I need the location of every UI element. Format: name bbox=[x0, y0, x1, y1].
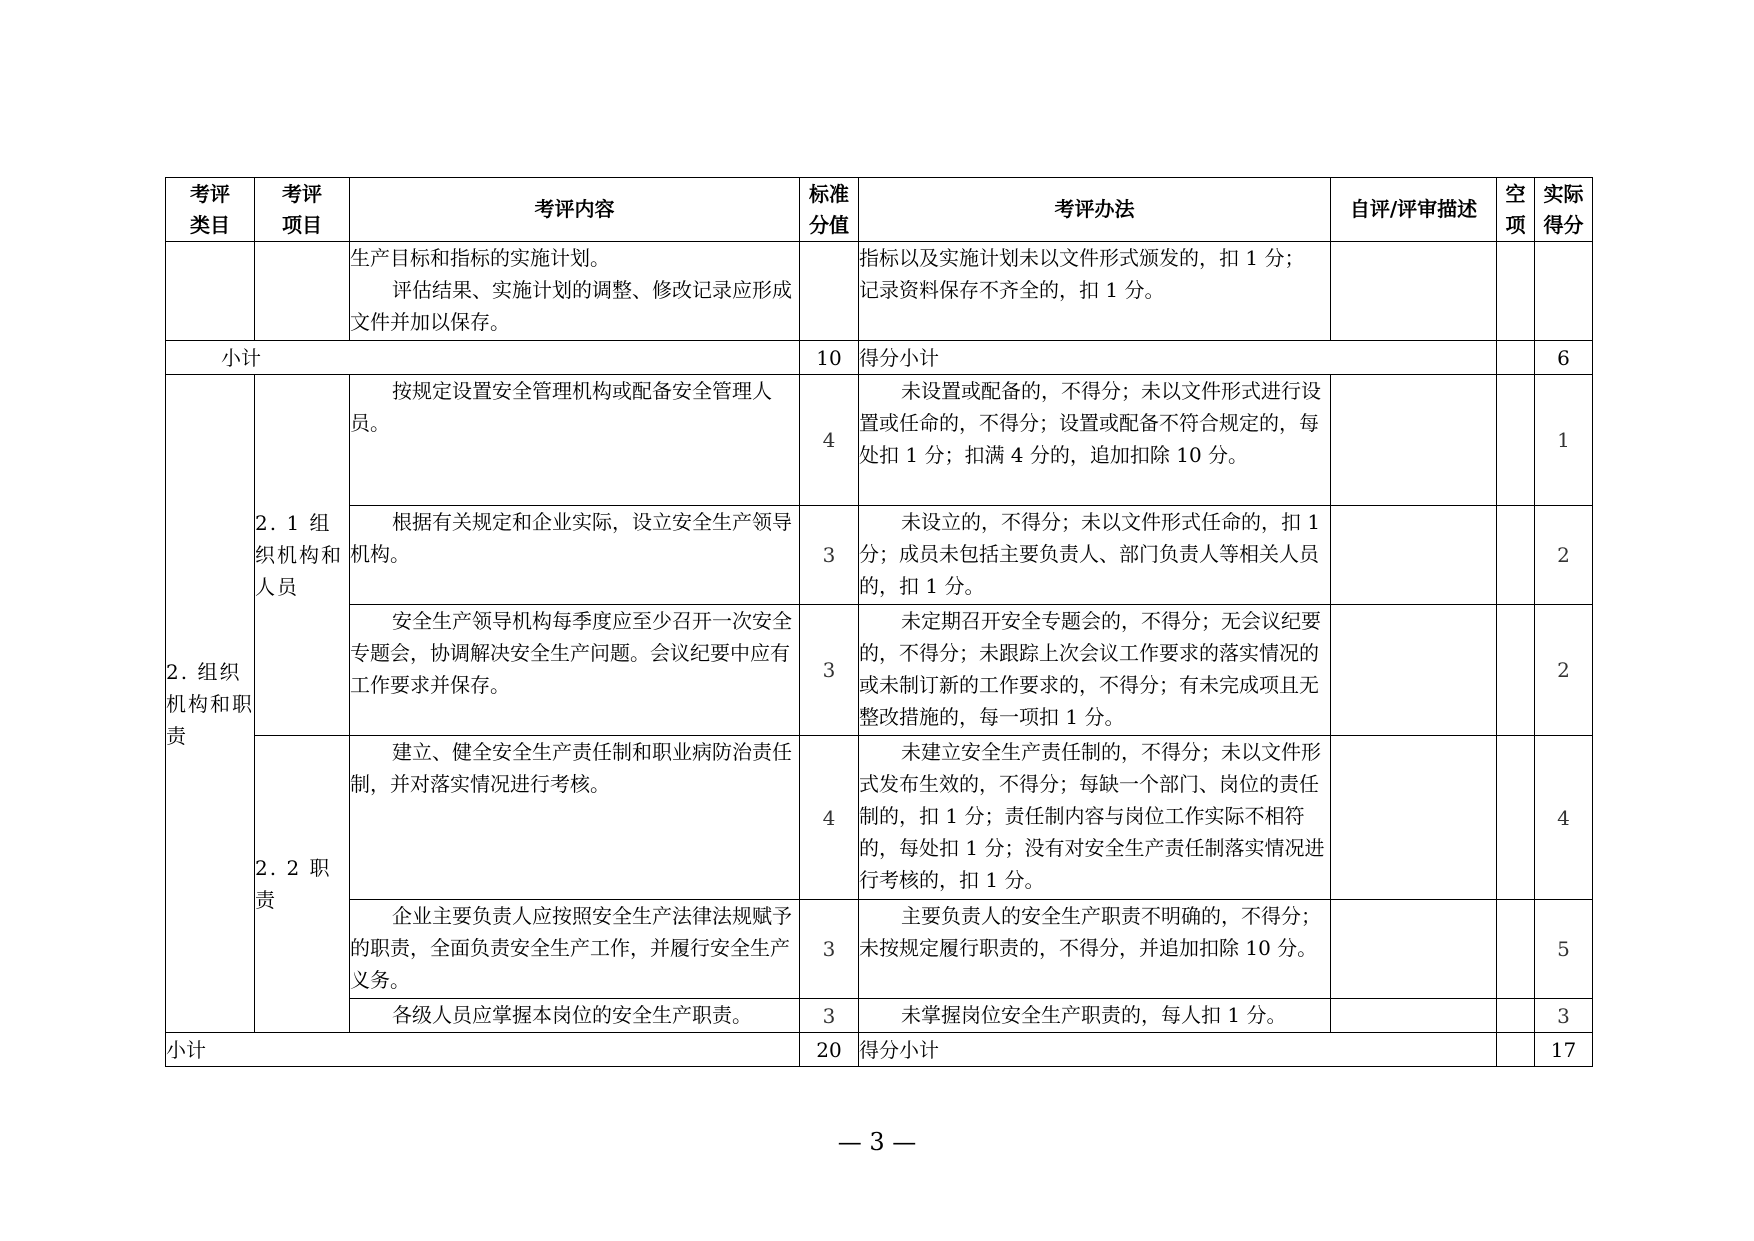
content-cell: 各级人员应掌握本岗位的安全生产职责。 bbox=[350, 999, 800, 1033]
score-cell: 2 bbox=[1535, 506, 1593, 605]
subtotal-standard: 20 bbox=[800, 1033, 859, 1067]
empty-cell bbox=[1497, 900, 1535, 999]
table-row bbox=[166, 375, 1593, 506]
content-cell: 安全生产领导机构每季度应至少召开一次安全专题会，协调解决安全生产问题。会议纪要中应有工作要求并保存。 bbox=[350, 605, 800, 736]
header-project: 考评 项目 bbox=[255, 178, 350, 242]
self-eval-cell bbox=[1331, 605, 1497, 736]
table-row bbox=[166, 736, 1593, 900]
standard-cell: 3 bbox=[800, 605, 859, 736]
content-cell: 生产目标和指标的实施计划。 评估结果、实施计划的调整、修改记录应形成文件并加以保存。 bbox=[350, 242, 800, 341]
table-row bbox=[166, 605, 1593, 736]
subtotal-row bbox=[166, 341, 1593, 375]
empty-cell bbox=[1497, 605, 1535, 736]
subtotal-score: 17 bbox=[1535, 1033, 1593, 1067]
standard-cell: 3 bbox=[800, 506, 859, 605]
content-cell: 按规定设置安全管理机构或配备安全管理人员。 bbox=[350, 375, 800, 506]
score-cell: 2 bbox=[1535, 605, 1593, 736]
score-cell: 5 bbox=[1535, 900, 1593, 999]
table-row bbox=[166, 242, 1593, 341]
subtotal-score-label: 得分小计 bbox=[859, 341, 1497, 375]
item-cell: 2. 1 组织机构和人员 bbox=[255, 375, 350, 736]
table-row bbox=[166, 506, 1593, 605]
item-cell: 2. 2 职责 bbox=[255, 736, 350, 1033]
self-eval-cell bbox=[1331, 999, 1497, 1033]
self-eval-cell bbox=[1331, 900, 1497, 999]
empty-cell bbox=[1497, 506, 1535, 605]
standard-cell: 3 bbox=[800, 999, 859, 1033]
category-cell: 2. 组织机构和职责 bbox=[166, 375, 255, 1033]
method-cell: 未建立安全生产责任制的，不得分；未以文件形式发布生效的，不得分；每缺一个部门、岗位的责任制的，扣 1 分；责任制内容与岗位工作实际不相符的，每处扣 1 分；没有对安全生产责任制落实情况进行考核的，扣 1 分。 bbox=[859, 736, 1331, 900]
content-cell: 企业主要负责人应按照安全生产法律法规赋予的职责，全面负责安全生产工作，并履行安全生产义务。 bbox=[350, 900, 800, 999]
subtotal-score-label: 得分小计 bbox=[859, 1033, 1497, 1067]
score-cell: 1 bbox=[1535, 375, 1593, 506]
page-number: — 3 — bbox=[837, 1128, 917, 1156]
method-cell: 未掌握岗位安全生产职责的，每人扣 1 分。 bbox=[859, 999, 1331, 1033]
method-cell: 未定期召开安全专题会的，不得分；无会议纪要的，不得分；未跟踪上次会议工作要求的落实情况的或未制订新的工作要求的，不得分；有未完成项且无整改措施的，每一项扣 1 分。 bbox=[859, 605, 1331, 736]
empty-cell bbox=[1497, 736, 1535, 900]
header-empty: 空 项 bbox=[1497, 178, 1535, 242]
header-row bbox=[166, 178, 1593, 242]
header-content: 考评内容 bbox=[350, 178, 800, 242]
method-cell: 未设置或配备的，不得分；未以文件形式进行设置或任命的，不得分；设置或配备不符合规定的，每处扣 1 分；扣满 4 分的，追加扣除 10 分。 bbox=[859, 375, 1331, 506]
header-category: 考评 类目 bbox=[166, 178, 255, 242]
header-method: 考评办法 bbox=[859, 178, 1331, 242]
self-eval-cell bbox=[1331, 506, 1497, 605]
self-eval-cell bbox=[1331, 736, 1497, 900]
subtotal-label: 小计 bbox=[166, 341, 800, 375]
header-actual: 实际 得分 bbox=[1535, 178, 1593, 242]
subtotal-row bbox=[166, 1033, 1593, 1067]
subtotal-standard: 10 bbox=[800, 341, 859, 375]
header-standard: 标准 分值 bbox=[800, 178, 859, 242]
empty-cell bbox=[1497, 375, 1535, 506]
score-cell: 4 bbox=[1535, 736, 1593, 900]
content-cell: 建立、健全安全生产责任制和职业病防治责任制，并对落实情况进行考核。 bbox=[350, 736, 800, 900]
content-cell: 根据有关规定和企业实际，设立安全生产领导机构。 bbox=[350, 506, 800, 605]
table-row bbox=[166, 999, 1593, 1033]
self-eval-cell bbox=[1331, 375, 1497, 506]
header-self-eval: 自评/评审描述 bbox=[1331, 178, 1497, 242]
standard-cell: 4 bbox=[800, 375, 859, 506]
evaluation-table bbox=[165, 177, 1593, 1067]
standard-cell: 4 bbox=[800, 736, 859, 900]
subtotal-label: 小计 bbox=[166, 1033, 800, 1067]
subtotal-score: 6 bbox=[1535, 341, 1593, 375]
score-cell: 3 bbox=[1535, 999, 1593, 1033]
method-cell: 未设立的，不得分；未以文件形式任命的，扣 1 分；成员未包括主要负责人、部门负责人等相关人员的，扣 1 分。 bbox=[859, 506, 1331, 605]
table-row bbox=[166, 900, 1593, 999]
standard-cell: 3 bbox=[800, 900, 859, 999]
empty-cell bbox=[1497, 999, 1535, 1033]
method-cell: 主要负责人的安全生产职责不明确的，不得分；未按规定履行职责的，不得分，并追加扣除 10 分。 bbox=[859, 900, 1331, 999]
method-cell: 指标以及实施计划未以文件形式颁发的，扣 1 分； 记录资料保存不齐全的，扣 1 分。 bbox=[859, 242, 1331, 341]
